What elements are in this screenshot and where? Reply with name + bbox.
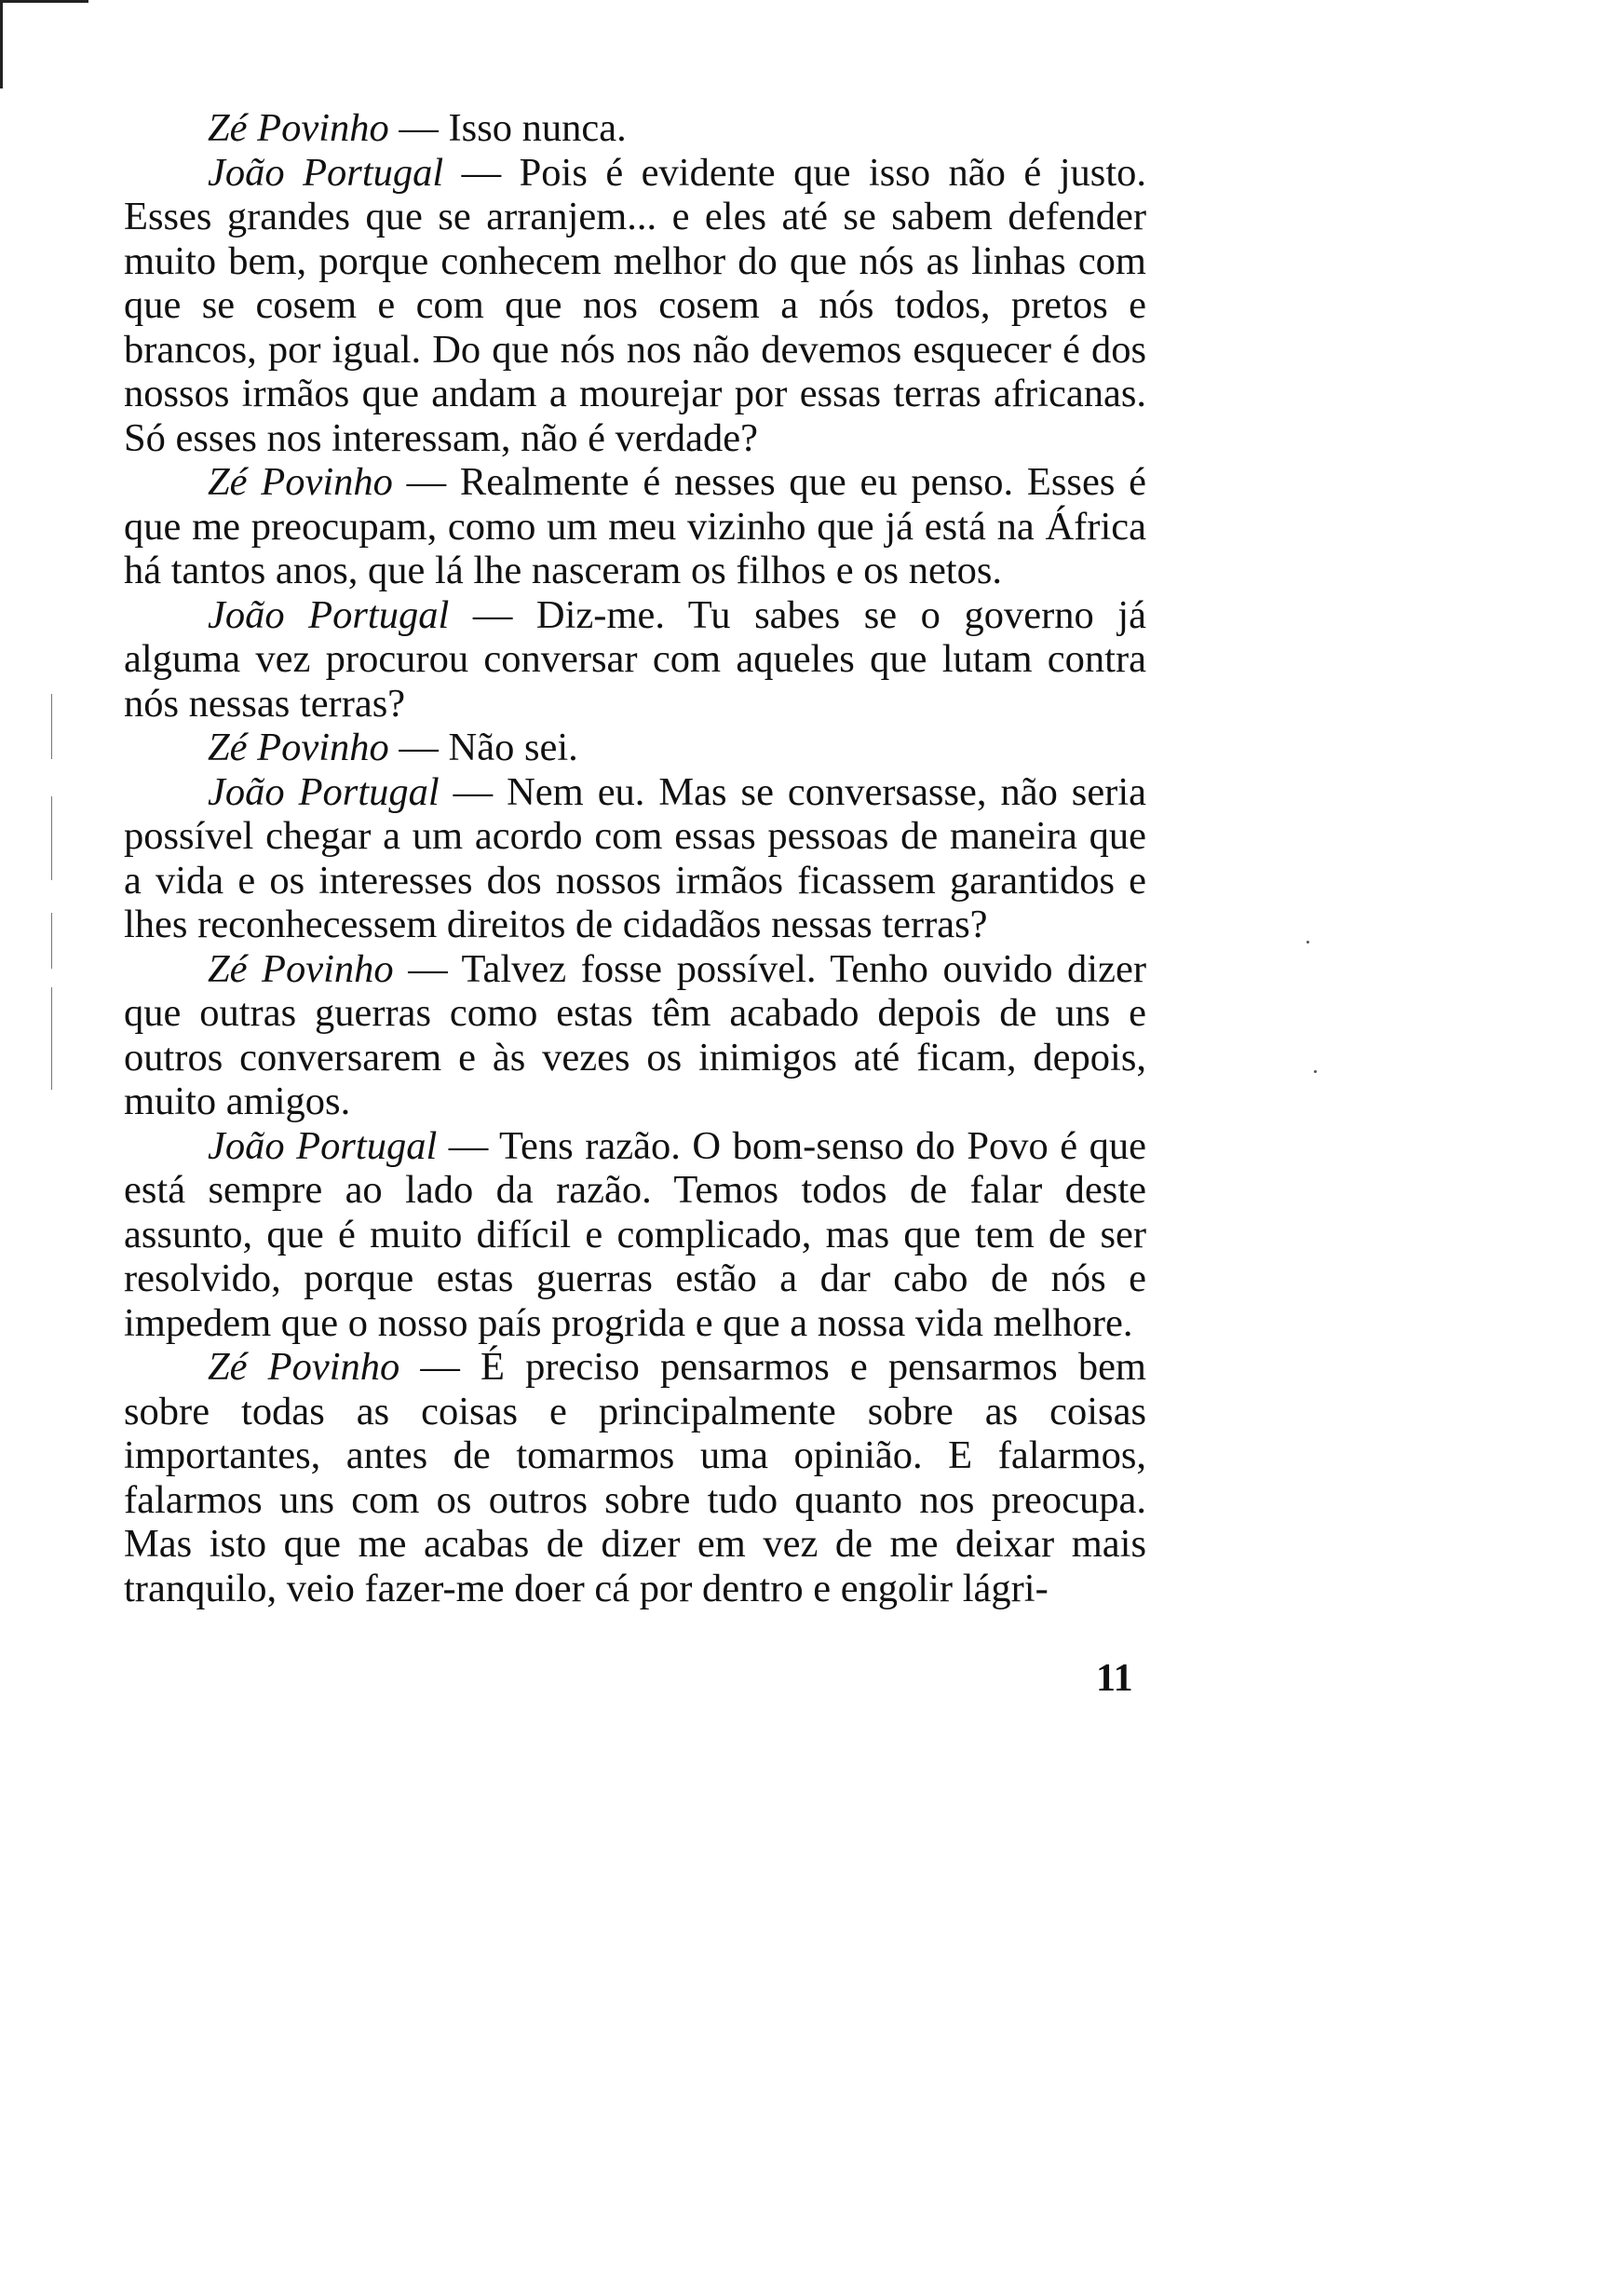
speaker-name: Zé Povinho [208,1345,400,1389]
scan-edge-mark [51,694,52,759]
dialogue-paragraph [124,770,1146,947]
scan-edge-mark [51,796,52,880]
scan-speck [1306,941,1309,944]
dialogue-text: — Pois é evidente que isso não é justo. Esses grandes que se arranjem... e eles até se sabem defender muito bem, porque conhecem melhor do que nós as linhas com que se cosem e com que nos cosem a nós todos, pretos e brancos, por igual. Do que nós nos não devemos esquecer é dos nossos irmãos que andam a mourejar por essas terras africanas. Só esses nos interessam, não é verdade? [124,150,1146,460]
dialogue-text: — É preciso pensarmos e pensarmos bem sobre todas as coisas e principalmente sobre as coisas importantes, antes de tomarmos uma opinião. E falarmos, falarmos uns com os outros sobre tudo quanto nos preocupa. Mas isto que me acabas de dizer em vez de me deixar mais tranquilo, veio fazer-me doer cá por dentro e engolir lágri- [124,1345,1146,1610]
dialogue-text: — Diz-me. Tu sabes se o governo já alguma vez procurou conversar com aqueles que lutam contra nós nessas terras? [124,592,1146,726]
dialogue-text: — Talvez fosse possível. Tenho ouvido dizer que outras guerras como estas têm acabado depois de uns e outros conversarem e às vezes os inimigos até ficam, depois, muito amigos. [124,946,1146,1123]
scan-border-top [0,0,88,3]
speaker-name: João Portugal [208,150,444,195]
speaker-name: João Portugal [208,769,440,814]
dialogue-text: — Não sei. [388,726,578,769]
page-body [124,106,1146,1610]
scan-speck [1314,1070,1317,1073]
speaker-name: João Portugal [208,1123,438,1168]
dialogue-text: — Realmente é nesses que eu penso. Esses é que me preocupam, como um meu vizinho que já está na África há tantos anos, que lá lhe nasceram os filhos e os netos. [124,460,1146,592]
dialogue-paragraph [124,726,1146,770]
dialogue-text: — Tens razão. O bom-senso do Povo é que está sempre ao lado da razão. Temos todos de falar deste assunto, que é muito difícil e complicado, mas que tem de ser resolvido, porque estas guerras estão a dar cabo de nós e impedem que o nosso país progrida e que a nossa vida melhore. [124,1123,1146,1345]
dialogue-paragraph [124,1345,1146,1610]
speaker-name: Zé Povinho [208,726,389,769]
speaker-name: Zé Povinho [208,106,389,150]
dialogue-paragraph [124,151,1146,461]
speaker-name: Zé Povinho [208,460,393,504]
scan-edge-mark [51,987,52,1090]
speaker-name: João Portugal [208,592,450,637]
dialogue-paragraph [124,947,1146,1124]
speaker-name: Zé Povinho [208,946,394,991]
scan-edge-mark [51,913,52,969]
dialogue-text: — Isso nunca. [388,106,627,150]
scan-border-left [0,0,3,88]
dialogue-text: — Nem eu. Mas se conversasse, não seria possível chegar a um acordo com essas pessoas de maneira que a vida e os interesses dos nossos irmãos ficassem garantidos e lhes reconhecessem direitos de cidadãos nessas terras? [124,769,1147,946]
page-number: 11 [1096,1657,1133,1700]
dialogue-paragraph [124,106,1146,151]
dialogue-paragraph [124,1124,1146,1346]
dialogue-paragraph [124,460,1146,593]
dialogue-paragraph [124,593,1146,727]
